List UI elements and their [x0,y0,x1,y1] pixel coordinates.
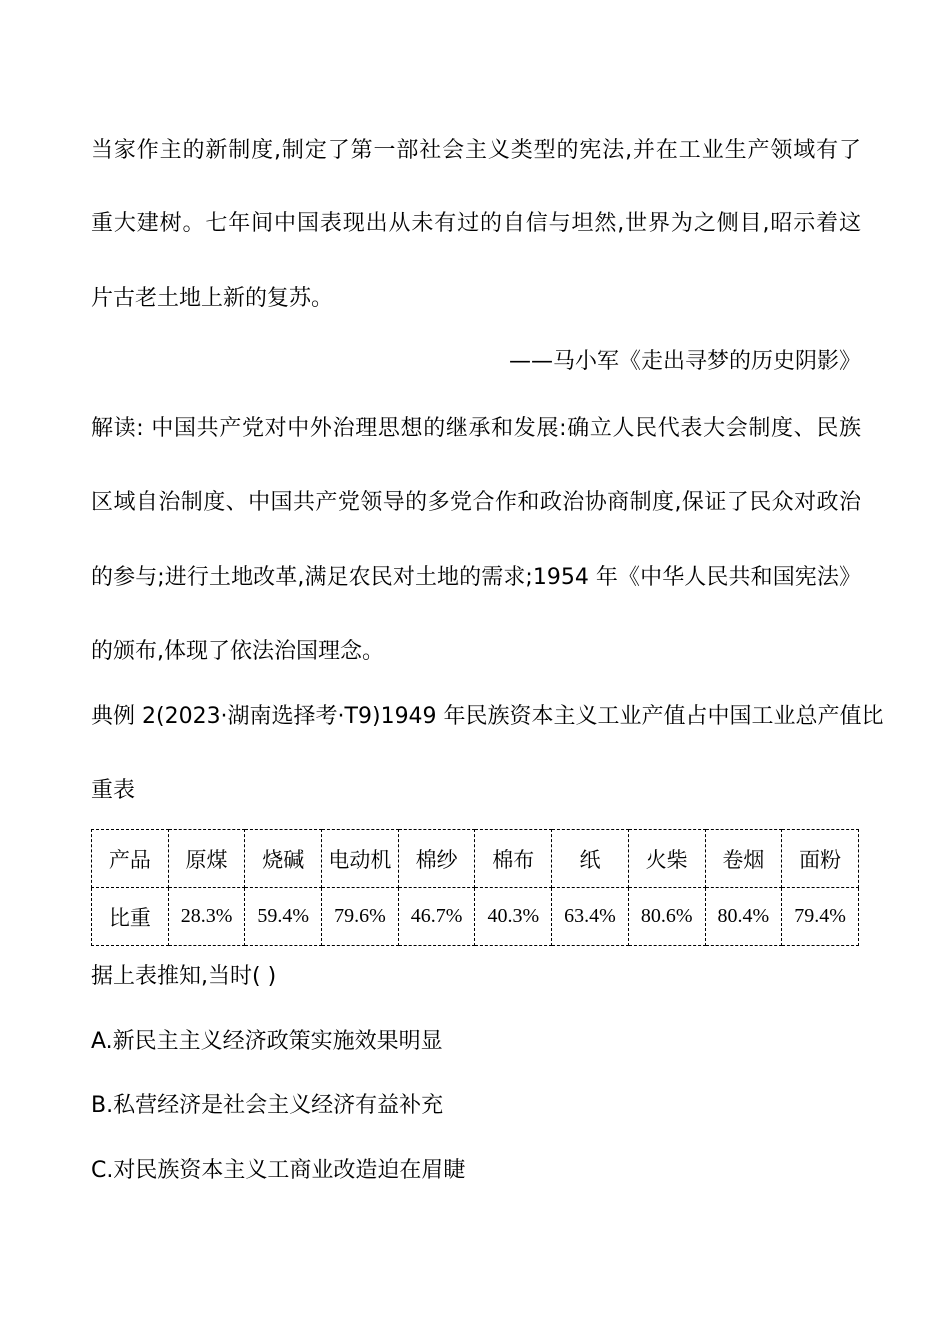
table-header-cell: 产品 [92,830,169,888]
table-cell: 40.3% [475,888,552,946]
table-cell: 46.7% [398,888,475,946]
industry-share-table [91,829,859,946]
table-header-cell: 纸 [552,830,629,888]
passage-line-1: 当家作主的新制度,制定了第一部社会主义类型的宪法,并在工业生产领域有了 [91,138,861,163]
table-cell: 63.4% [552,888,629,946]
table-header-cell: 卷烟 [705,830,782,888]
example-title-line-1: 典例 2(2023·湖南选择考·T9)1949 年民族资本主义工业产值占中国工业总产值比 [91,704,884,729]
table-header-cell: 棉布 [475,830,552,888]
table-cell: 79.4% [782,888,859,946]
table-header-cell: 原煤 [168,830,245,888]
table-cell: 80.4% [705,888,782,946]
table-cell: 59.4% [245,888,322,946]
interpretation-line-3: 的参与;进行土地改革,满足农民对土地的需求;1954 年《中华人民共和国宪法》 [91,565,861,590]
table-cell: 28.3% [168,888,245,946]
table-header-cell: 电动机 [322,830,399,888]
option-c: C.对民族资本主义工商业改造迫在眉睫 [91,1158,466,1183]
interpretation-line-1: 解读: 中国共产党对中外治理思想的继承和发展:确立人民代表大会制度、民族 [91,416,861,441]
table-header-cell: 火柴 [628,830,705,888]
table-header-row [92,830,859,888]
table-cell: 80.6% [628,888,705,946]
option-b: B.私营经济是社会主义经济有益补充 [91,1093,444,1118]
passage-line-3: 片古老土地上新的复苏。 [91,286,334,311]
table-cell: 79.6% [322,888,399,946]
question-text: 据上表推知,当时( ) [91,964,277,989]
interpretation-line-4: 的颁布,体现了依法治国理念。 [91,639,384,664]
table-row [92,888,859,946]
passage-line-2: 重大建树。七年间中国表现出从未有过的自信与坦然,世界为之侧目,昭示着这 [91,211,861,236]
table-row-label: 比重 [92,888,169,946]
example-title-line-2: 重表 [91,778,136,803]
table-header-cell: 烧碱 [245,830,322,888]
table-header-cell: 面粉 [782,830,859,888]
passage-attribution: ——马小军《走出寻梦的历史阴影》 [508,349,861,374]
option-a: A.新民主主义经济政策实施效果明显 [91,1029,443,1054]
interpretation-line-2: 区域自治制度、中国共产党领导的多党合作和政治协商制度,保证了民众对政治 [91,490,861,515]
table-header-cell: 棉纱 [398,830,475,888]
